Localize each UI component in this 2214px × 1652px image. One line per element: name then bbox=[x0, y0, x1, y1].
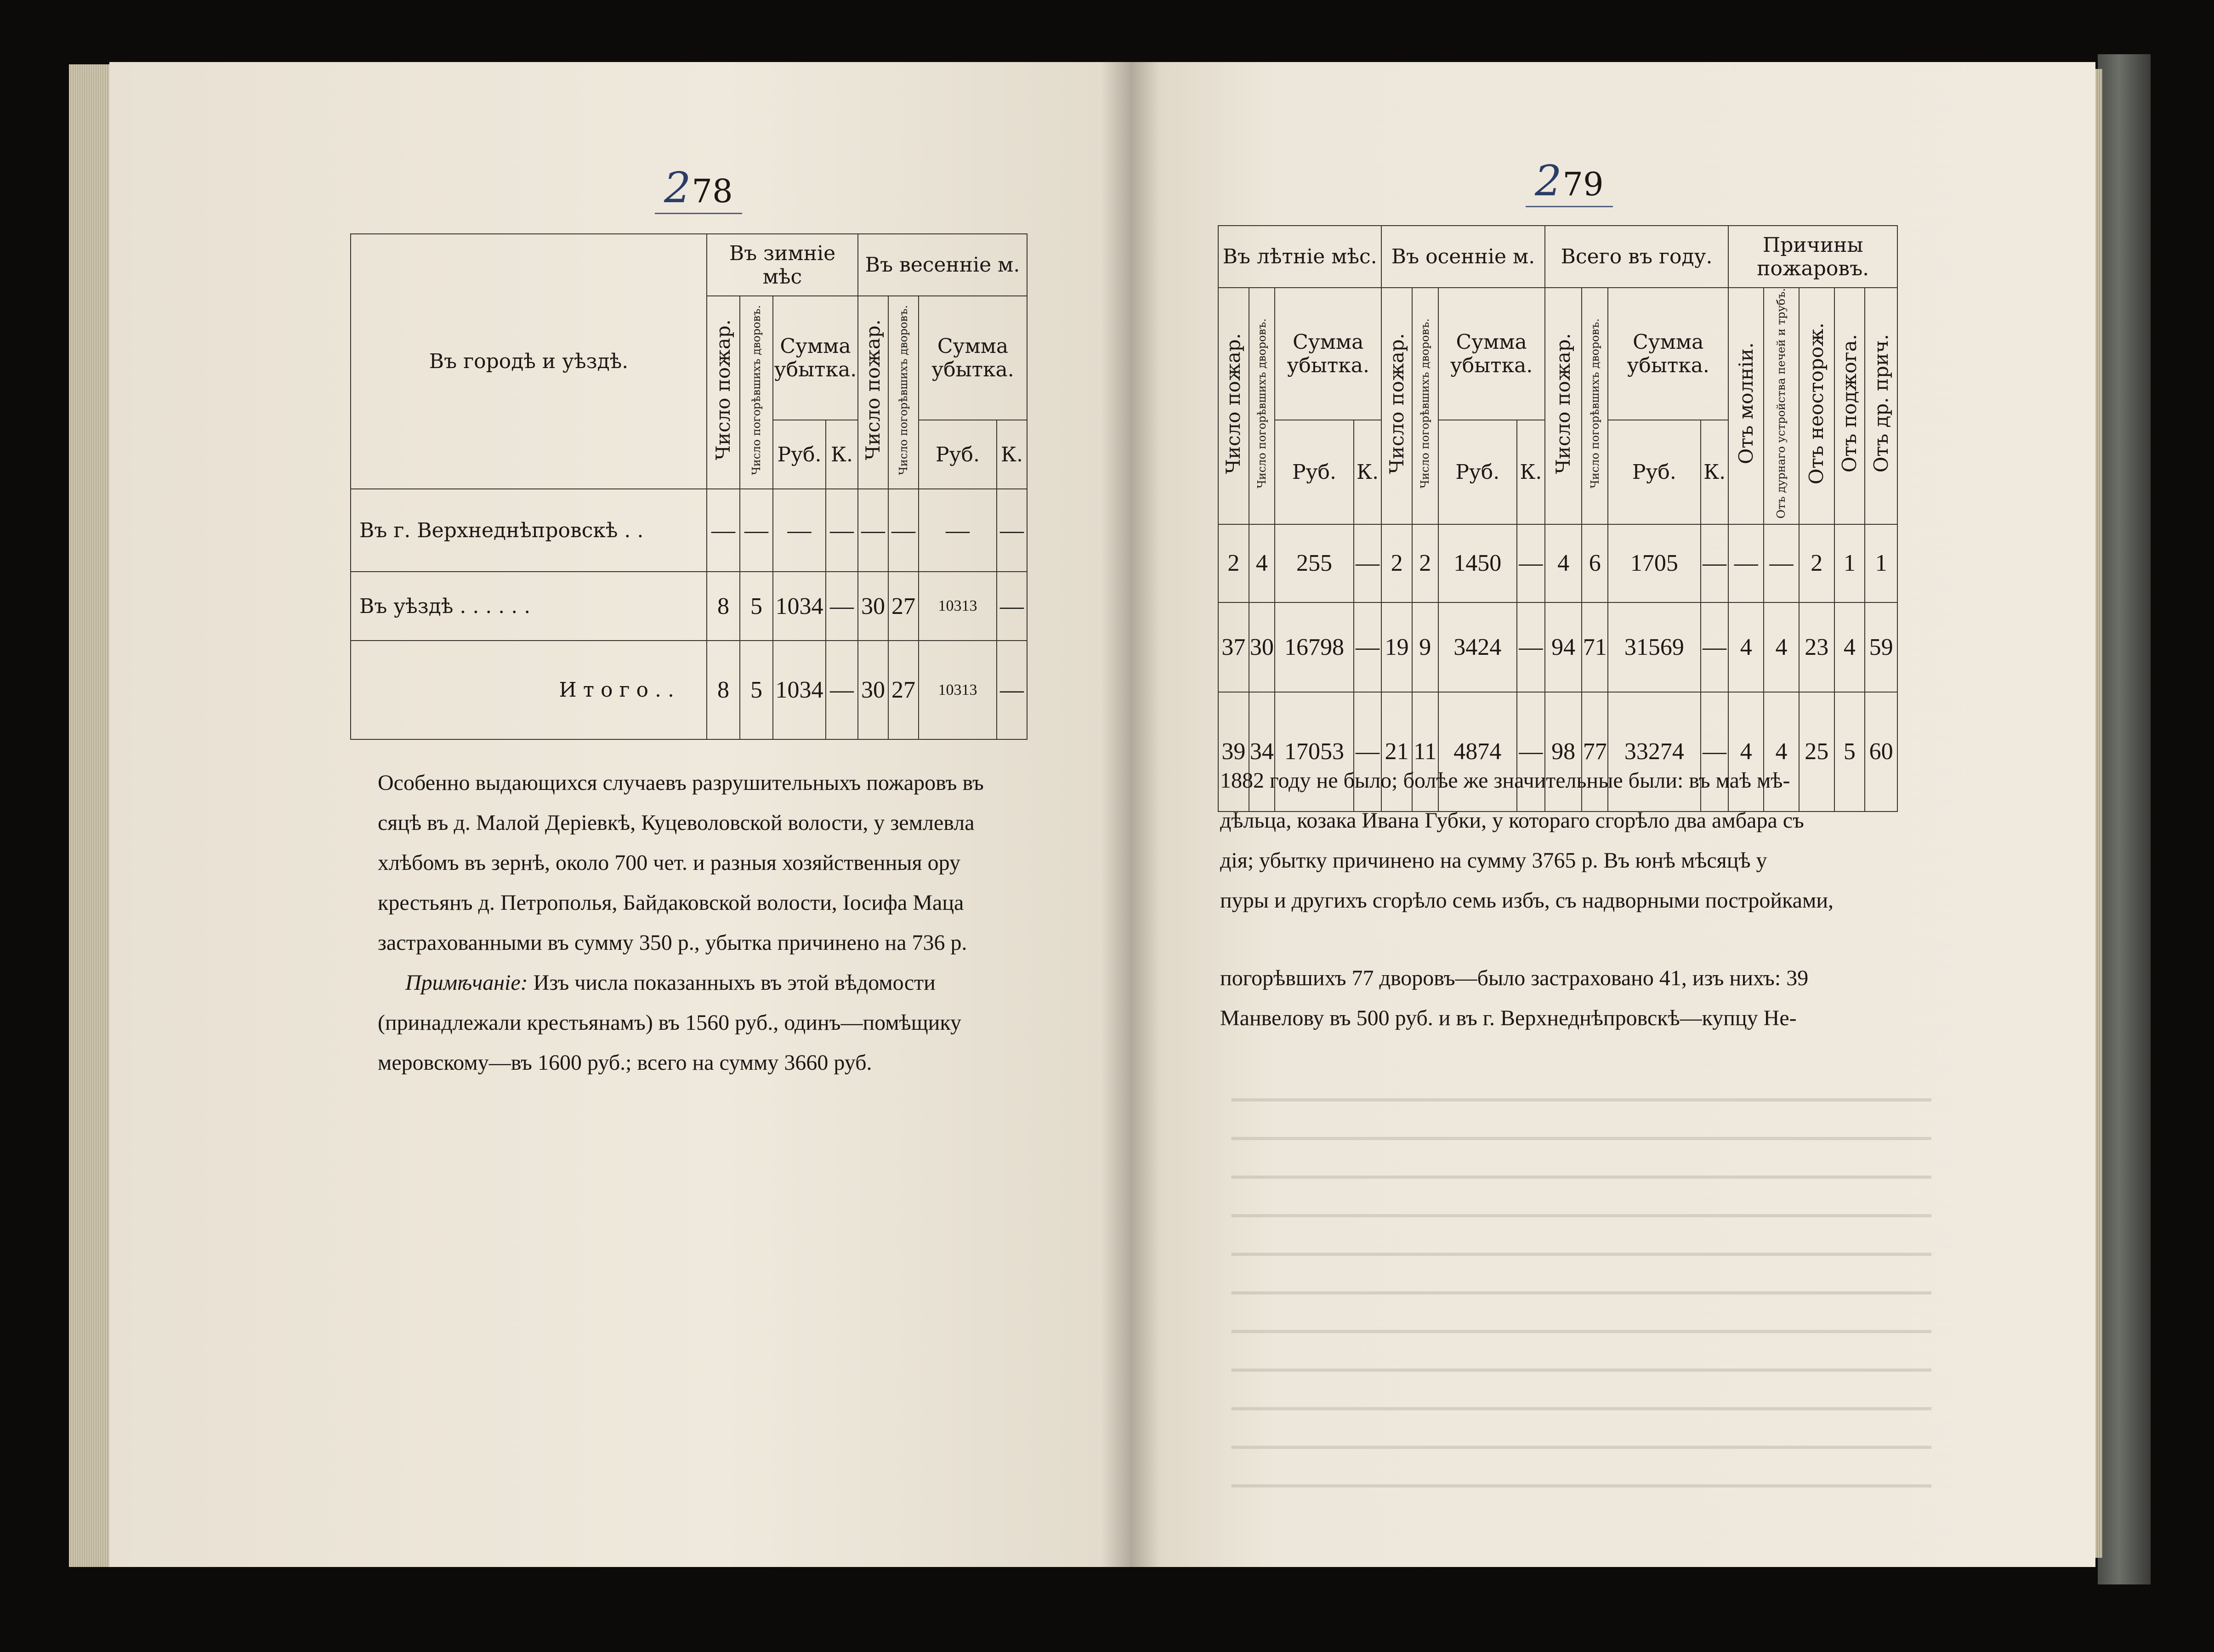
table-cell: 60 bbox=[1865, 692, 1897, 812]
left-body-text: Особенно выдающихся случаевъ разрушительныхъ пожаровъ въ сяцѣ въ д. Малой Деріевкѣ, Куцеволовской волости, у землевла хлѣбомъ въ зернѣ, около 700 чет. и разныя хозяйственныя ору крестьянъ д. Петрополья, Байдаковской волости, Іосифа Маца застрахованными въ сумму 350 р., убытка причинено на 736 р. Примѣчаніе: Изъ числа показанныхъ въ этой вѣдомости (принадлежали крестьянамъ) въ 1560 руб., одинъ—помѣщику меровскому—въ 1600 руб.; всего на сумму 3660 руб. bbox=[378, 771, 984, 1075]
table-cell: 94 bbox=[1545, 602, 1582, 692]
table-cell: — bbox=[1517, 692, 1545, 812]
table-cell: 1 bbox=[1865, 524, 1897, 602]
table-cell: 2 bbox=[1218, 524, 1249, 602]
table-cell: 33274 bbox=[1608, 692, 1701, 812]
table-cell: 19 bbox=[1381, 602, 1412, 692]
table-cell: — bbox=[1764, 524, 1799, 602]
right-fire-table: Въ лѣтніе мѣс. Въ осенніе м. Всего въ году. Причины пожаровъ. Число пожар. Число погорѣвшихъ дворовъ. Сумма убытка. Число пожар. Число погорѣвшихъ дворовъ. Сумма убытка. Число пожар. Число погорѣвшихъ дворовъ. Сумма убытка. Отъ молніи. Отъ дурнаго устройства печей и трубъ. Отъ неосторож. Отъ поджога. Отъ др. прич. Руб. К. Руб. К. Руб. К. 2 4 255 — 2 2 1450 — 4 6 1705 — — — 2 1 1 37 30 16798 — 19 9 3424 — 94 71 31569 — 4 4 23 4 59 39 34 17053 — 21 11 4874 — 98 77 33274 — 4 4 25 5 60 bbox=[1218, 225, 1898, 812]
spring-header: Въ весенніе м. bbox=[858, 234, 1027, 296]
table-cell: 17053 bbox=[1275, 692, 1354, 812]
winter-fires-header: Число пожар. bbox=[707, 296, 740, 489]
table-cell: 4 bbox=[1764, 602, 1799, 692]
table-cell: 1705 bbox=[1608, 524, 1701, 602]
cause-stoves-header: Отъ дурнаго устройства печей и трубъ. bbox=[1764, 288, 1799, 524]
table-cell: — bbox=[1354, 602, 1382, 692]
table-total-row: И т о г о . . 8 5 1034 — 30 27 10313 — bbox=[351, 641, 1027, 739]
table-cell: 2 bbox=[1799, 524, 1834, 602]
table-cell: 25 bbox=[1799, 692, 1834, 812]
table-cell: 4 bbox=[1249, 524, 1275, 602]
winter-header: Въ зимніе мѣс bbox=[707, 234, 858, 296]
table-cell: 2 bbox=[1412, 524, 1438, 602]
cause-other-header: Отъ др. прич. bbox=[1865, 288, 1897, 524]
right-body-text-top: 1882 году не было; болѣе же значительные были: въ маѣ мѣ- дѣльца, козака Ивана Губки, у котораго сгорѣло два амбара съ дія; убытку причинено на сумму 3765 р. Въ юнѣ мѣсяцѣ у пуры и другихъ сгорѣло семь избъ, съ надворными постройками, bbox=[1220, 768, 1834, 913]
table-cell: 2 bbox=[1381, 524, 1412, 602]
table-cell: 98 bbox=[1545, 692, 1582, 812]
table-cell: 255 bbox=[1275, 524, 1354, 602]
table-cell: — bbox=[1517, 524, 1545, 602]
table-cell: 4874 bbox=[1438, 692, 1517, 812]
causes-header: Причины пожаровъ. bbox=[1728, 226, 1897, 288]
table-cell: 39 bbox=[1218, 692, 1249, 812]
bleed-through-text: ▁▁▁▁▁▁▁▁▁▁▁▁▁▁▁▁▁▁▁▁▁▁▁▁▁▁▁▁▁▁▁▁▁▁▁▁▁▁▁▁▁▁▁▁▁ ▁▁▁▁▁▁▁▁▁▁▁▁▁▁▁▁▁▁▁▁▁▁▁▁▁▁▁▁▁▁▁▁▁▁▁▁▁▁▁▁▁▁▁▁▁ ▁▁▁▁▁▁▁▁▁▁▁▁▁▁▁▁▁▁▁▁▁▁▁▁▁▁▁▁▁▁▁▁▁▁▁▁▁▁▁▁▁▁▁▁▁ ▁▁▁▁▁▁▁▁▁▁▁▁▁▁▁▁▁▁▁▁▁▁▁▁▁▁▁▁▁▁▁▁▁▁▁▁▁▁▁▁▁▁▁▁▁ ▁▁▁▁▁▁▁▁▁▁▁▁▁▁▁▁▁▁▁▁▁▁▁▁▁▁▁▁▁▁▁▁▁▁▁▁▁▁▁▁▁▁▁▁▁ ▁▁▁▁▁▁▁▁▁▁▁▁▁▁▁▁▁▁▁▁▁▁▁▁▁▁▁▁▁▁▁▁▁▁▁▁▁▁▁▁▁▁▁▁▁ ▁▁▁▁▁▁▁▁▁▁▁▁▁▁▁▁▁▁▁▁▁▁▁▁▁▁▁▁▁▁▁▁▁▁▁▁▁▁▁▁▁▁▁▁▁ ▁▁▁▁▁▁▁▁▁▁▁▁▁▁▁▁▁▁▁▁▁▁▁▁▁▁▁▁▁▁▁▁▁▁▁▁▁▁▁▁▁▁▁▁▁ ▁▁▁▁▁▁▁▁▁▁▁▁▁▁▁▁▁▁▁▁▁▁▁▁▁▁▁▁▁▁▁▁▁▁▁▁▁▁▁▁▁▁▁▁▁ ▁▁▁▁▁▁▁▁▁▁▁▁▁▁▁▁▁▁▁▁▁▁▁▁▁▁▁▁▁▁▁▁▁▁▁▁▁▁▁▁▁▁▁▁▁ ▁▁▁▁▁▁▁▁▁▁▁▁▁▁▁▁▁▁▁▁▁▁▁▁▁▁▁▁▁▁▁▁▁▁▁▁▁▁▁▁▁▁▁▁▁ bbox=[1232, 1079, 1931, 1487]
cause-lightning-header: Отъ молніи. bbox=[1728, 288, 1764, 524]
table-cell: — bbox=[1517, 602, 1545, 692]
left-fire-table bbox=[350, 233, 1028, 740]
winter-kop-header: К. bbox=[826, 420, 858, 489]
winter-yards-header: Число погорѣвшихъ дворовъ. bbox=[740, 296, 773, 489]
table-row: Въ г. Верхнеднѣпровскѣ . . — — — — — — — — bbox=[351, 489, 1027, 572]
left-page-edges bbox=[69, 64, 110, 1567]
winter-rub-header: Руб. bbox=[773, 420, 826, 489]
table-cell: 21 bbox=[1381, 692, 1412, 812]
winter-damage-header: Сумма убытка. bbox=[773, 296, 858, 420]
summer-header: Въ лѣтніе мѣс. bbox=[1218, 226, 1381, 288]
table-cell: 71 bbox=[1582, 602, 1608, 692]
table-cell: 11 bbox=[1412, 692, 1438, 812]
table-cell: 6 bbox=[1582, 524, 1608, 602]
table-cell: 23 bbox=[1799, 602, 1834, 692]
table-cell: 1 bbox=[1834, 524, 1865, 602]
table-cell: 59 bbox=[1865, 602, 1897, 692]
table-row: Въ уѣздѣ . . . . . . 8 5 1034 — 30 27 10313 — bbox=[351, 572, 1027, 641]
note-label: Примѣчаніе: bbox=[405, 971, 528, 995]
table-cell: 4 bbox=[1764, 692, 1799, 812]
table-cell: 77 bbox=[1582, 692, 1608, 812]
table-cell: 31569 bbox=[1608, 602, 1701, 692]
table-cell: 4 bbox=[1728, 692, 1764, 812]
table-cell: — bbox=[1701, 524, 1729, 602]
table-cell: 30 bbox=[1249, 602, 1275, 692]
spring-kop-header: К. bbox=[997, 420, 1027, 489]
table-cell: 37 bbox=[1218, 602, 1249, 692]
book-cover-edge bbox=[2098, 54, 2151, 1584]
book-gutter bbox=[1101, 62, 1160, 1567]
left-page-number: 278 bbox=[664, 163, 733, 212]
table-row bbox=[1218, 602, 1897, 692]
year-header: Всего въ году. bbox=[1545, 226, 1729, 288]
table-cell: 1450 bbox=[1438, 524, 1517, 602]
table-cell: — bbox=[1701, 602, 1729, 692]
spring-fires-header: Число пожар. bbox=[858, 296, 888, 489]
spring-rub-header: Руб. bbox=[919, 420, 997, 489]
spring-yards-header: Число погорѣвшихъ дворовъ. bbox=[888, 296, 919, 489]
table-cell: 4 bbox=[1728, 602, 1764, 692]
table-cell: 16798 bbox=[1275, 602, 1354, 692]
table-cell: — bbox=[1354, 692, 1382, 812]
table-cell: 4 bbox=[1545, 524, 1582, 602]
table-cell: 3424 bbox=[1438, 602, 1517, 692]
spring-damage-header: Сумма убытка. bbox=[919, 296, 1027, 420]
table-row bbox=[1218, 524, 1897, 602]
table-cell: 4 bbox=[1834, 602, 1865, 692]
place-header: Въ городѣ и уѣздѣ. bbox=[351, 234, 707, 489]
table-cell: — bbox=[1701, 692, 1729, 812]
table-cell: 34 bbox=[1249, 692, 1275, 812]
right-body-text-bottom: погорѣвшихъ 77 дворовъ—было застраховано 41, изъ нихъ: 39 Манвелову въ 500 руб. и въ г. Верхнеднѣпровскѣ—купцу Не- bbox=[1220, 966, 1809, 1030]
table-cell: 5 bbox=[1834, 692, 1865, 812]
table-cell: — bbox=[1728, 524, 1764, 602]
table-cell: — bbox=[1354, 524, 1382, 602]
cause-careless-header: Отъ неосторож. bbox=[1799, 288, 1834, 524]
table-cell: 9 bbox=[1412, 602, 1438, 692]
autumn-header: Въ осенніе м. bbox=[1381, 226, 1544, 288]
right-page-number: 279 bbox=[1535, 156, 1604, 205]
cause-arson-header: Отъ поджога. bbox=[1834, 288, 1865, 524]
